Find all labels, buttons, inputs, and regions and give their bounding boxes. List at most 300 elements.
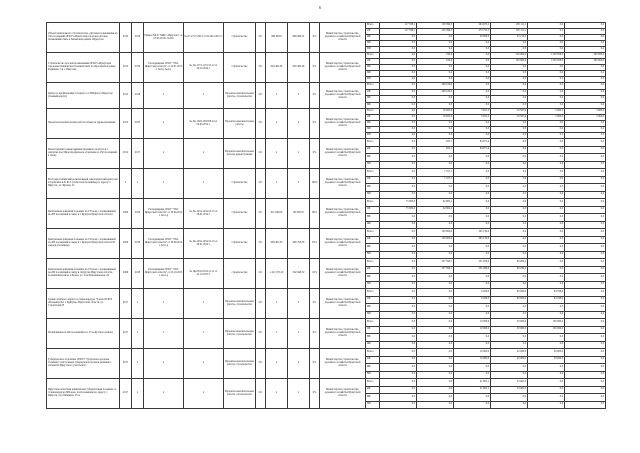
funding-value: 0,0 <box>417 274 454 282</box>
funding-value: 0,0 <box>528 139 565 147</box>
work-type: Проектно-изыскательские работы, строительство <box>224 83 256 109</box>
funding-source: ВИ <box>366 77 380 83</box>
funding-value: 0,0 <box>491 191 528 199</box>
funding-value: 5 000,0 <box>565 109 606 115</box>
funding-value: 150 000,0 <box>491 59 528 65</box>
funding-value: 0,0 <box>380 191 417 199</box>
funding-value: 0,0 <box>380 154 417 162</box>
funding-value: 0,0 <box>565 379 606 387</box>
funding-value: 0,0 <box>454 133 491 139</box>
funding-value: 0,0 <box>380 259 417 267</box>
ownership-form: ОС <box>256 83 266 109</box>
funding-value: 0,0 <box>417 127 454 133</box>
funding-value: 0,0 <box>417 281 454 289</box>
funding-value: 0,0 <box>565 334 606 342</box>
funding-value: 0,0 <box>454 244 491 252</box>
funding-source: Всего <box>366 319 380 327</box>
year-start: 2006 <box>120 229 132 259</box>
funding-value: 0,0 <box>380 146 417 154</box>
readiness-percent: 0% <box>310 83 320 109</box>
funding-value: 655,1 <box>417 146 454 154</box>
funding-value: 0,0 <box>417 154 454 162</box>
funding-value: 0,0 <box>491 371 528 379</box>
funding-value: 0,0 <box>528 371 565 379</box>
funding-value: 0,0 <box>528 341 565 349</box>
funding-source: Всего <box>366 53 380 59</box>
expertise-conclusion: х <box>184 169 224 199</box>
funding-value: 0,0 <box>491 274 528 282</box>
funding-value: 0,0 <box>454 364 491 372</box>
funding-value: 0,0 <box>454 334 491 342</box>
responsible-executor: Министерство строительства, дорожного хозяйства Иркутской области <box>320 53 366 83</box>
funding-value: 0,0 <box>528 184 565 192</box>
funding-value: 0,0 <box>491 176 528 184</box>
funding-value: 0,0 <box>565 214 606 222</box>
funding-value: 0,0 <box>491 184 528 192</box>
funding-value: 0,0 <box>565 296 606 304</box>
funding-source: Всего <box>366 23 380 29</box>
remaining-cost: 562 848,10 <box>288 259 310 289</box>
work-type: строительство <box>224 53 256 83</box>
funding-value: 75 000,0 <box>380 199 417 207</box>
funding-value: 1 250 058,0 <box>528 53 565 59</box>
funding-value: 0,0 <box>380 251 417 259</box>
funding-source: ФБ <box>366 244 380 252</box>
expertise-conclusion: № Дк-1454-1454/12-13 от 28.01.2014 г. <box>184 229 224 259</box>
funding-value: 0,0 <box>380 77 417 83</box>
responsible-executor: Министерство строительства, дорожного хозяйства Иркутской области <box>320 199 366 229</box>
funding-value: 0,0 <box>380 161 417 169</box>
funding-value: 0,0 <box>528 121 565 127</box>
funding-value: 0,0 <box>454 71 491 77</box>
funding-value: 0,0 <box>528 311 565 319</box>
responsible-executor: Министерство строительства, дорожного хозяйства Иркутской области <box>320 109 366 139</box>
table-row <box>47 319 606 327</box>
funding-value: 0,0 <box>565 139 606 147</box>
funding-value: 0,0 <box>380 169 417 177</box>
funding-value: 0,0 <box>491 236 528 244</box>
funding-value: 0,0 <box>491 199 528 207</box>
funding-source: МБ <box>366 371 380 379</box>
funding-value: 0,0 <box>491 341 528 349</box>
funding-source: ОБ <box>366 59 380 65</box>
funding-value: 206 109,0 <box>417 83 454 90</box>
funding-value: 0,0 <box>528 304 565 312</box>
funding-value: 0,0 <box>454 161 491 169</box>
funding-value: 0,0 <box>528 334 565 342</box>
funding-value: 0,0 <box>417 191 454 199</box>
approval-document: х <box>144 109 184 139</box>
approval-document: Приказ МСР "МКС г.Иркутска" от 07.05.2013г. №19а <box>144 23 184 53</box>
year-end: х <box>132 289 144 319</box>
funding-value: 0,0 <box>380 41 417 47</box>
table-row <box>47 199 606 207</box>
funding-value: 0,0 <box>528 176 565 184</box>
object-name: Поликлиника на 200 посещений в п. Усть-Кутского района <box>47 319 120 349</box>
funding-value: 0,0 <box>417 304 454 312</box>
work-type: Проектно-изыскательские работы, реконструкция <box>224 139 256 169</box>
year-end: х <box>132 379 144 409</box>
ownership-form: ОС <box>256 53 266 83</box>
funding-value: 0,0 <box>565 289 606 297</box>
funding-source: МБ <box>366 221 380 229</box>
remaining-cost: х <box>288 109 310 139</box>
funding-value: 0,0 <box>565 221 606 229</box>
funding-value: 0,0 <box>454 41 491 47</box>
funding-value: 0,0 <box>528 47 565 53</box>
remaining-cost: х <box>288 169 310 199</box>
approval-document: х <box>144 169 184 199</box>
funding-source: ОБ <box>366 176 380 184</box>
funding-source: МБ <box>366 161 380 169</box>
funding-value: 0,0 <box>380 334 417 342</box>
funding-value: 0,0 <box>454 96 491 103</box>
expertise-conclusion: х <box>184 319 224 349</box>
funding-value: 150 000,0 <box>491 53 528 59</box>
year-end: 2018 <box>132 259 144 289</box>
funding-value: 0,0 <box>454 371 491 379</box>
funding-value: 0,0 <box>528 281 565 289</box>
funding-value: 130 000,0 <box>417 229 454 237</box>
funding-value: 0,0 <box>417 371 454 379</box>
funding-source: ФБ <box>366 184 380 192</box>
work-type: Проектно-изыскательские работы <box>224 109 256 139</box>
funding-value: 80 000,0 <box>491 289 528 297</box>
funding-value: 0,0 <box>528 221 565 229</box>
funding-value: 0,0 <box>528 89 565 96</box>
funding-source: МБ <box>366 71 380 77</box>
funding-value: 0,0 <box>380 244 417 252</box>
funding-source: ФБ <box>366 121 380 127</box>
funding-value: 0,0 <box>565 29 606 35</box>
expertise-conclusion: № Дк-1454-1454/12-13 от 28.01.2014 г. <box>184 199 224 229</box>
expertise-conclusion: № Дк-1173-1173/12-12 от 20.12.2014 г. <box>184 53 224 83</box>
funding-value: 0,0 <box>417 71 454 77</box>
funding-value: 130 399,5 <box>417 23 454 29</box>
funding-value: 655,1 <box>417 139 454 147</box>
funding-value: 5 631,2 <box>454 115 491 121</box>
funding-value: 16 567,9 <box>491 115 528 121</box>
funding-value: 0,0 <box>380 349 417 357</box>
funding-value: 0,0 <box>565 251 606 259</box>
funding-source: Всего <box>366 349 380 357</box>
estimated-cost: х <box>266 289 288 319</box>
funding-value: 6 200,0 <box>454 289 491 297</box>
approval-document: Распоряжение ОГКУ "УКС Иркутской области" от 25.10.2013 г. №51-р <box>144 259 184 289</box>
estimated-cost: х <box>266 139 288 169</box>
funding-value: 0,0 <box>491 71 528 77</box>
funding-value: 92 962,2 <box>417 199 454 207</box>
approval-document: х <box>144 349 184 379</box>
object-name: Реконструкция здания административного корпуса в г. Ангарске под Многопрофильное отделение на 150 посещений в смену <box>47 139 120 169</box>
funding-value: 0,0 <box>528 364 565 372</box>
responsible-executor: Министерство строительства, дорожного хозяйства Иркутской области <box>320 169 366 199</box>
funding-value: 0,0 <box>565 281 606 289</box>
funding-value: 0,0 <box>528 379 565 387</box>
funding-value: 0,0 <box>380 221 417 229</box>
funding-value: 0,0 <box>565 96 606 103</box>
year-start: 2017 <box>120 379 132 409</box>
funding-source: МБ <box>366 281 380 289</box>
funding-value: 0,0 <box>528 133 565 139</box>
estimated-cost: х <box>266 319 288 349</box>
funding-source: ФБ <box>366 154 380 162</box>
funding-value: 0,0 <box>565 371 606 379</box>
funding-source: Всего <box>366 289 380 297</box>
responsible-executor: Министерство строительства, дорожного хозяйства Иркутской области <box>320 379 366 409</box>
funding-value: 75 000,0 <box>380 206 417 214</box>
funding-value: 0,0 <box>528 35 565 41</box>
funding-value: 0,0 <box>454 304 491 312</box>
expertise-conclusion: х <box>184 139 224 169</box>
funding-value: 0,0 <box>417 221 454 229</box>
funding-value: 0,0 <box>565 236 606 244</box>
funding-value: 0,0 <box>417 319 454 327</box>
funding-value: 0,0 <box>528 214 565 222</box>
remaining-cost: х <box>288 319 310 349</box>
funding-source: ОБ <box>366 326 380 334</box>
funding-value: 184,6 <box>417 59 454 65</box>
funding-value: 30 000,0 <box>528 356 565 364</box>
funding-value: 237 598,1 <box>417 259 454 267</box>
funding-value: 0,0 <box>417 296 454 304</box>
work-type: Проектно-изыскательские работы, строительство <box>224 289 256 319</box>
funding-value: 0,0 <box>528 83 565 90</box>
funding-source: ОБ <box>366 29 380 35</box>
year-start: 2017 <box>120 319 132 349</box>
funding-value: 0,0 <box>565 191 606 199</box>
funding-value: 0,0 <box>380 53 417 59</box>
funding-value: 0,0 <box>565 71 606 77</box>
funding-value: 0,0 <box>491 133 528 139</box>
year-start: 2015 <box>120 83 132 109</box>
funding-value: 0,0 <box>417 251 454 259</box>
funding-value: 0,0 <box>528 191 565 199</box>
funding-value: 5 631,2 <box>454 109 491 115</box>
funding-source: ФБ <box>366 274 380 282</box>
funding-value: 117 338,1 <box>380 29 417 35</box>
funding-value: 0,0 <box>528 71 565 77</box>
object-name: Иркутская областная клиническая туберкулезная больница со стационаром на 800 коек, расположенная по адресу: г. Иркутск, бул. Рябикова, 23 А <box>47 379 120 409</box>
funding-value: 0,0 <box>491 83 528 90</box>
funding-value: 0,0 <box>565 133 606 139</box>
funding-value: 0,0 <box>380 184 417 192</box>
funding-value: 0,0 <box>565 394 606 402</box>
responsible-executor: Министерство строительства, дорожного хозяйства Иркутской области <box>320 289 366 319</box>
funding-value: 0,0 <box>454 311 491 319</box>
object-name: Здание лечебного корпуса (стационара) на 70 коек ОГБУЗ «Больница №1 г. Куйтуна» Иркутской области, ул. Строителей,33 <box>47 289 120 319</box>
funding-value: 0,0 <box>454 89 491 96</box>
funding-value: 0,0 <box>454 83 491 90</box>
funding-value: 0,0 <box>380 71 417 77</box>
year-end: 2016 <box>132 199 144 229</box>
funding-value: 0,0 <box>380 274 417 282</box>
funding-value: 0,0 <box>565 199 606 207</box>
funding-value: 0,0 <box>380 127 417 133</box>
funding-value: 0,0 <box>417 364 454 372</box>
funding-source: ОБ <box>366 115 380 121</box>
funding-value: 0,0 <box>417 121 454 127</box>
table-row <box>47 169 606 177</box>
year-end: 2017 <box>132 139 144 169</box>
funding-value: 0,0 <box>565 259 606 267</box>
year-end: 2018 <box>132 229 144 259</box>
funding-value: 0,0 <box>491 146 528 154</box>
funding-value: 10 000,0 <box>454 326 491 334</box>
readiness-percent: 0% <box>310 349 320 379</box>
funding-value: 6 200,0 <box>454 296 491 304</box>
funding-value: 84 768,0 <box>528 296 565 304</box>
approval-document: х <box>144 319 184 349</box>
funding-value: 0,0 <box>454 169 491 177</box>
funding-value: 195 111,1 <box>491 29 528 35</box>
funding-value: 0,0 <box>417 394 454 402</box>
funding-value: 130 399,5 <box>417 29 454 35</box>
object-name: Строительство детской поликлиники ОГАУЗ «Иркутская городская клиническая больница №8» по Ярославской улице Радищева, 5 в г. Иркутске <box>47 53 120 83</box>
funding-value: 272 755,5 <box>454 29 491 35</box>
funding-value: 0,0 <box>565 274 606 282</box>
funding-value: 0,0 <box>565 244 606 252</box>
funding-value: 0,0 <box>528 154 565 162</box>
funding-value: 0,0 <box>565 102 606 109</box>
year-end: 2018 <box>132 83 144 109</box>
responsible-executor: Министерство строительства, дорожного хозяйства Иркутской области <box>320 229 366 259</box>
ownership-form: ОС <box>256 169 266 199</box>
work-type: строительство <box>224 199 256 229</box>
year-start: 2017 <box>120 289 132 319</box>
funding-value: 84 871,4 <box>454 139 491 147</box>
funding-value: 0,0 <box>491 281 528 289</box>
funding-value: 0,0 <box>491 394 528 402</box>
funding-value: 231 959,0 <box>454 266 491 274</box>
funding-value: 10 000,0 <box>454 356 491 364</box>
funding-source: ФБ <box>366 65 380 71</box>
funding-value: 0,0 <box>417 184 454 192</box>
estimated-cost: 629 482,28 <box>266 53 288 83</box>
funding-source: ВИ <box>366 133 380 139</box>
funding-value: 0,0 <box>454 214 491 222</box>
funding-value: 0,0 <box>491 96 528 103</box>
funding-value: 0,0 <box>565 326 606 334</box>
approval-document: Распоряжение ОГКУ "УКС Иркутской области" от 22.01.2015 г. №3-р, №4-р <box>144 53 184 83</box>
funding-value: 0,0 <box>380 319 417 327</box>
year-end: 2019 <box>132 53 144 83</box>
funding-value: 19 925,6 <box>417 109 454 115</box>
funding-source: ФБ <box>366 394 380 402</box>
funding-value: 231 959,0 <box>454 259 491 267</box>
year-end: 2018 <box>132 23 144 53</box>
funding-source: МБ <box>366 191 380 199</box>
funding-value: 30 000,0 <box>491 319 528 327</box>
estimated-cost: 611 040,00 <box>266 199 288 229</box>
funding-value: 0,0 <box>454 127 491 133</box>
funding-value: 130 000,0 <box>417 236 454 244</box>
funding-value: 0,0 <box>565 169 606 177</box>
funding-value: 0,0 <box>565 23 606 29</box>
funding-value: 305 130,0 <box>454 236 491 244</box>
readiness-percent: 0% <box>310 319 320 349</box>
funding-value: 0,0 <box>380 371 417 379</box>
approval-document: Распоряжение ОГКУ "УКС Иркутской области" от 30.09.2014 г. №51-р <box>144 199 184 229</box>
funding-source: ВИ <box>366 47 380 53</box>
funding-value: 0,0 <box>528 77 565 83</box>
readiness-percent: 0% <box>310 53 320 83</box>
funding-value: 0,0 <box>491 334 528 342</box>
funding-value: 0,0 <box>491 47 528 53</box>
funding-value: 0,0 <box>380 96 417 103</box>
funding-value: 130 000,0 <box>528 326 565 334</box>
funding-value: 0,0 <box>380 341 417 349</box>
funding-value: 5 000,0 <box>528 109 565 115</box>
funding-value: 0,0 <box>454 53 491 59</box>
funding-value: 0,0 <box>491 169 528 177</box>
funding-value: 0,0 <box>417 133 454 139</box>
funding-value: 16 567,9 <box>491 109 528 115</box>
table-row <box>47 229 606 237</box>
funding-value: 0,0 <box>528 266 565 274</box>
readiness-percent: 45% <box>310 259 320 289</box>
funding-value: 0,0 <box>380 139 417 147</box>
funding-value: 0,0 <box>417 35 454 41</box>
funding-value: 0,0 <box>491 89 528 96</box>
funding-value: 0,0 <box>528 146 565 154</box>
funding-value: 0,0 <box>528 251 565 259</box>
capital-construction-table <box>46 22 606 409</box>
funding-value: 0,0 <box>454 206 491 214</box>
funding-source: ОБ <box>366 146 380 154</box>
funding-source: МБ <box>366 341 380 349</box>
funding-value: 0,0 <box>565 154 606 162</box>
page-number: 6 <box>319 5 321 10</box>
funding-value: 0,0 <box>417 341 454 349</box>
funding-value: 0,0 <box>528 236 565 244</box>
funding-value: 0,0 <box>454 341 491 349</box>
funding-value: 0,0 <box>491 221 528 229</box>
funding-source: Всего <box>366 83 380 90</box>
funding-value: 0,0 <box>491 77 528 83</box>
funding-source: ФБ <box>366 304 380 312</box>
funding-value: 0,0 <box>380 304 417 312</box>
funding-source: ОБ <box>366 266 380 274</box>
approval-document: х <box>144 289 184 319</box>
funding-value: 0,0 <box>454 102 491 109</box>
work-type: Проектно-изыскательские работы, строительство <box>224 349 256 379</box>
funding-source: Всего <box>366 199 380 207</box>
readiness-percent: 0% <box>310 289 320 319</box>
object-name: Центральная районная больница на 155 коек с поликлиникой на 200 посещений в смену в г.Куртуне Иркутской области, больничный район, в Бохан, ул. 3 км Баклашинская, 1Б <box>47 259 120 289</box>
year-start: 2006 <box>120 259 132 289</box>
funding-value: 0,0 <box>565 206 606 214</box>
funding-source: ОБ <box>366 356 380 364</box>
funding-value: 0,0 <box>380 296 417 304</box>
funding-value: 0,0 <box>565 89 606 96</box>
funding-value: 300 000,0 <box>565 53 606 59</box>
funding-value: 0,0 <box>565 121 606 127</box>
funding-value: 20 000,0 <box>491 349 528 357</box>
expertise-conclusion: х <box>184 83 224 109</box>
funding-value: 30 000,0 <box>528 349 565 357</box>
remaining-cost: х <box>288 349 310 379</box>
work-type: Проектно-изыскательские работы, строительство <box>224 379 256 409</box>
funding-value: 1 557,1 <box>417 176 454 184</box>
funding-value: 0,0 <box>454 59 491 65</box>
funding-value: 0,0 <box>491 65 528 71</box>
funding-source: ОБ <box>366 386 380 394</box>
responsible-executor: Министерство строительства, дорожного хозяйства Иркутской области <box>320 83 366 109</box>
funding-value: 1 557,1 <box>417 169 454 177</box>
funding-value: 90 280,2 <box>491 259 528 267</box>
funding-value: 0,0 <box>491 364 528 372</box>
